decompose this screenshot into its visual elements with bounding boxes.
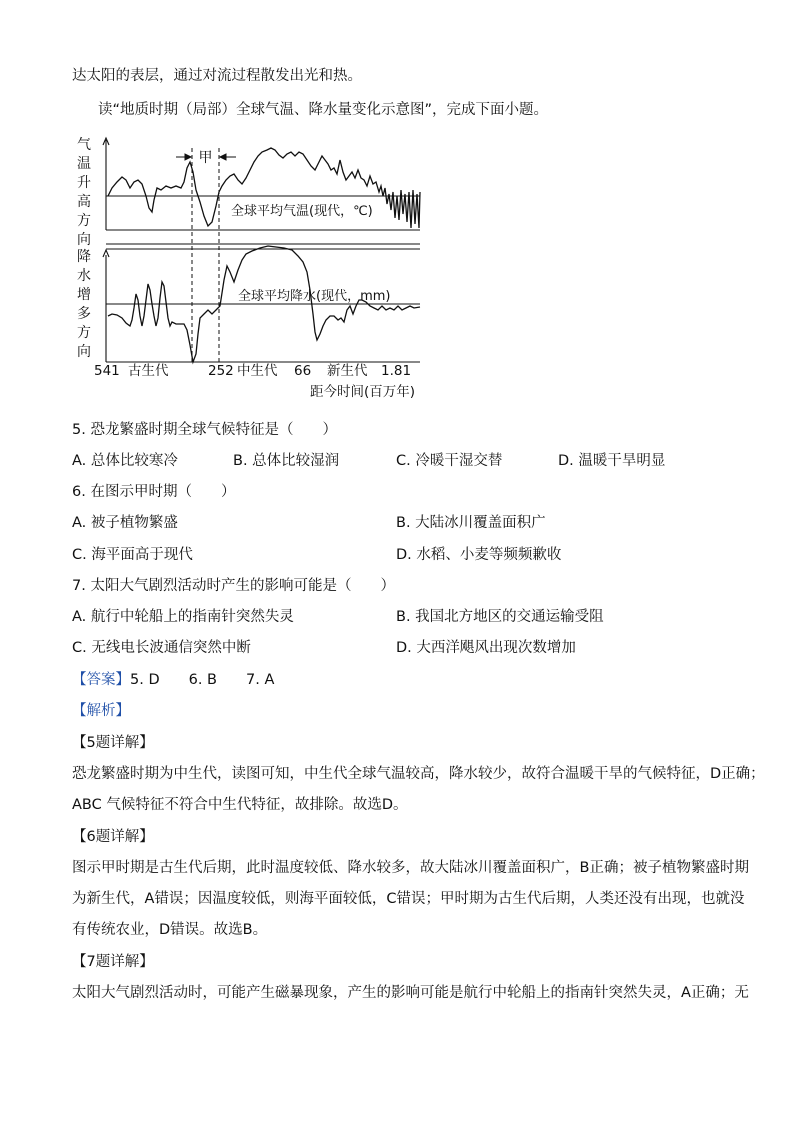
text-line: 达太阳的表层，通过对流过程散发出光和热。: [72, 68, 362, 84]
y-bot-char-6: 向: [77, 344, 91, 360]
x-tick-541: 541: [94, 363, 120, 379]
x-axis-title: 距今时间(百万年): [310, 384, 416, 400]
q7-option-c: C. 无线电长波通信突然中断: [72, 640, 251, 656]
answer-text: 5. D 6. B 7. A: [130, 672, 275, 688]
q6-option-a: A. 被子植物繁盛: [72, 515, 178, 531]
detail-6-line-3: 有传统农业，D错误。故选B。: [72, 922, 268, 938]
question-5-stem: 5. 恐龙繁盛时期全球气候特征是（ ）: [72, 422, 337, 438]
detail-5-line-2: ABC 气候特征不符合中生代特征，故排除。故选D。: [72, 797, 408, 813]
q6-option-b: B. 大陆冰川覆盖面积广: [396, 515, 546, 531]
q7-option-b: B. 我国北方地区的交通运输受阻: [396, 609, 604, 625]
detail-6-tag: 【6题详解】: [72, 829, 154, 845]
x-tick-mesozoic: 中生代: [237, 363, 278, 379]
y-top-label: [77, 137, 91, 248]
x-tick-252: 252: [208, 363, 234, 379]
y-top-char-3: 升: [77, 175, 91, 191]
y-top-char-5: 方: [77, 213, 91, 229]
q5-option-a: A. 总体比较寒冷: [72, 453, 178, 469]
x-tick-paleozoic: 古生代: [128, 363, 169, 379]
y-bot-char-4: 多: [77, 306, 91, 322]
y-top-char-1: 气: [77, 137, 91, 153]
detail-6-line-1: 图示甲时期是古生代后期，此时温度较低、降水较多，故大陆冰川覆盖面积广，B正确；被子植物繁盛时期: [72, 860, 749, 876]
y-bot-char-2: 水: [77, 268, 91, 284]
q7-option-a: A. 航行中轮船上的指南针突然失灵: [72, 609, 294, 625]
x-tick-cenozoic: 新生代: [327, 363, 368, 379]
question-7-stem: 7. 太阳大气剧烈活动时产生的影响可能是（ ）: [72, 578, 395, 594]
question-6-stem: 6. 在图示甲时期（ ）: [72, 484, 236, 500]
y-top-char-2: 温: [77, 156, 91, 172]
y-top-char-4: 高: [77, 194, 91, 210]
detail-6-line-2: 为新生代，A错误；因温度较低，则海平面较低，C错误；甲时期为古生代后期，人类还没有出现，也就没: [72, 891, 745, 907]
detail-7-tag: 【7题详解】: [72, 954, 154, 970]
q6-option-d: D. 水稻、小麦等频频歉收: [396, 547, 562, 563]
precipitation-reference-label: 全球平均降水(现代，mm): [238, 289, 391, 304]
q6-option-c: C. 海平面高于现代: [72, 547, 193, 563]
detail-5-tag: 【5题详解】: [72, 735, 154, 751]
q7-option-d: D. 大西洋飓风出现次数增加: [396, 640, 576, 656]
answer-tag: 【答案】: [72, 672, 130, 688]
q5-option-b: B. 总体比较湿润: [233, 453, 340, 469]
answer-line: [72, 670, 274, 690]
y-bot-char-1: 降: [77, 249, 91, 265]
q5-option-d: D. 温暖干旱明显: [558, 453, 666, 469]
y-bottom-label: [77, 249, 91, 360]
x-tick-1-81: 1.81: [381, 363, 412, 379]
y-top-char-6: 向: [77, 232, 91, 248]
climate-chart: [74, 130, 434, 405]
analysis-tag: 【解析】: [72, 703, 130, 719]
detail-5-line-1: 恐龙繁盛时期为中生代，读图可知，中生代全球气温较高，降水较少，故符合温暖干旱的气候特征，D正确；: [72, 766, 765, 782]
y-bot-char-5: 方: [77, 325, 91, 341]
temperature-reference-label: 全球平均气温(现代，℃): [231, 204, 373, 219]
detail-7-line-1: 太阳大气剧烈活动时，可能产生磁暴现象，产生的影响可能是航行中轮船上的指南针突然失灵，A正确；无: [72, 985, 749, 1001]
x-tick-66: 66: [294, 363, 312, 379]
y-bot-char-3: 增: [77, 287, 91, 303]
q5-option-c: C. 冷暖干湿交替: [396, 453, 503, 469]
intro-line: 读“地质时期（局部）全球气温、降水量变化示意图”，完成下面小题。: [98, 102, 549, 118]
period-label: 甲: [198, 150, 213, 166]
